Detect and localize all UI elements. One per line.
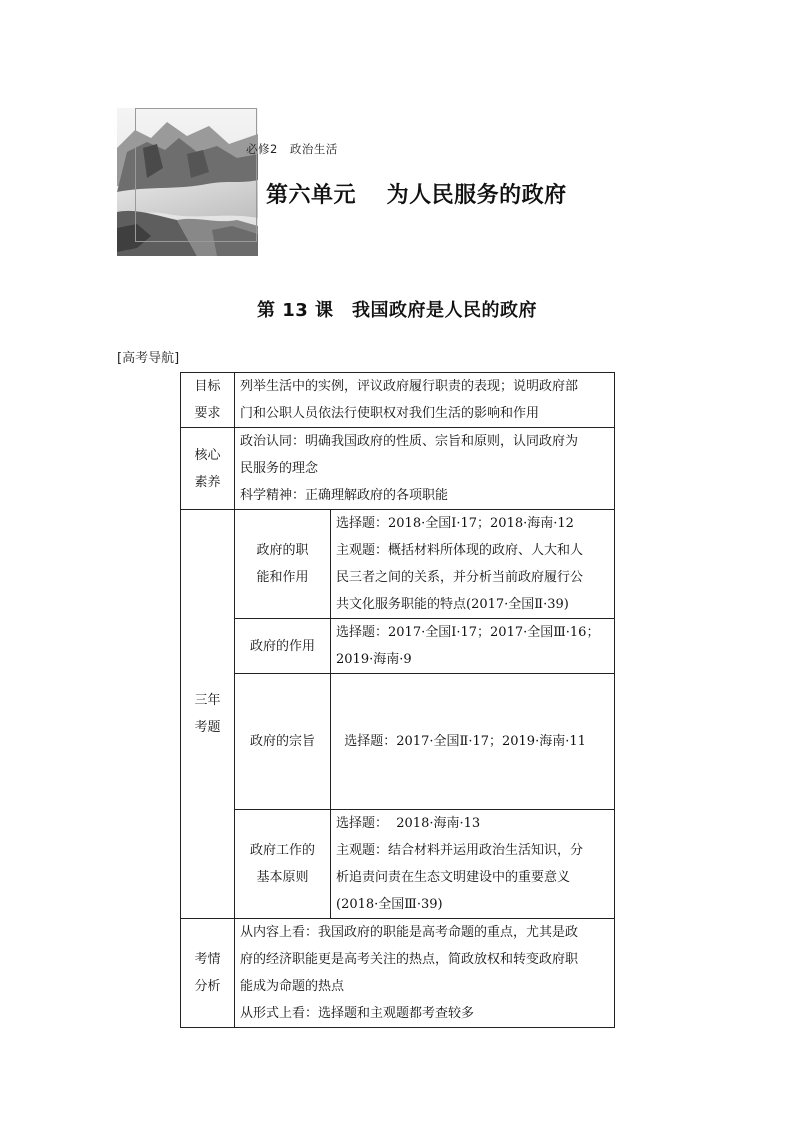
row-label-line: 考题 [194, 720, 221, 735]
row-label-line: 分析 [194, 979, 221, 994]
topic-line: 基本原则 [256, 870, 309, 885]
topic-line: 政府的作用 [249, 638, 315, 654]
row-label-target [181, 373, 235, 428]
content-line: 从内容上看：我国政府的职能是高考命题的重点，尤其是政 [240, 925, 579, 940]
exam-topic-principles [235, 810, 331, 919]
content-line: 府的经济职能更是高考关注的热点，简政放权和转变政府职 [240, 952, 579, 967]
unit-title: 第六单元 为人民服务的政府 [266, 183, 567, 208]
lesson-title: 第 13 课 我国政府是人民的政府 [256, 300, 538, 321]
table-row-exam-functions [181, 510, 615, 619]
row-content-target [235, 373, 615, 428]
exam-topic-purpose [235, 674, 331, 810]
exam-content-role [331, 619, 615, 674]
content-line: 主观题：结合材料并运用政治生活知识，分 [336, 843, 584, 858]
content-line: (2018·全国Ⅲ·39) [336, 897, 443, 912]
topic-line: 能和作用 [256, 570, 309, 585]
book-label: 必修2 政治生活 [246, 142, 338, 156]
topic-line: 政府的宗旨 [249, 734, 315, 749]
content-line: 门和公职人员依法行使职权对我们生活的影响和作用 [240, 406, 540, 421]
row-content-analysis [235, 919, 615, 1028]
row-label-analysis [181, 919, 235, 1028]
exam-topic-functions [235, 510, 331, 619]
table-row-target [181, 373, 615, 428]
content-line: 选择题：2018·全国Ⅰ·17；2018·海南·12 [336, 516, 574, 531]
exam-topic-role [235, 619, 331, 674]
topic-line: 政府的职 [256, 543, 309, 558]
exam-content-functions [331, 510, 615, 619]
content-line: 选择题： 2018·海南·13 [336, 816, 481, 831]
exam-content-principles [331, 810, 615, 919]
content-line: 列举生活中的实例，评议政府履行职责的表现；说明政府部 [240, 379, 579, 394]
row-label-line: 目标 [194, 379, 221, 394]
content-line: 选择题：2017·全国Ⅱ·17；2019·海南·11 [336, 734, 586, 749]
content-line: 民三者之间的关系，并分析当前政府履行公 [336, 570, 584, 585]
content-line: 析追责问责在生态文明建设中的重要意义 [336, 870, 571, 885]
content-line: 主观题：概括材料所体现的政府、人大和人 [336, 543, 584, 558]
row-label-core [181, 428, 235, 510]
row-label-exams [181, 510, 235, 919]
content-line: 能成为命题的热点 [240, 979, 345, 994]
row-label-line: 考情 [194, 952, 221, 967]
table-row-core [181, 428, 615, 510]
row-label-line: 要求 [194, 406, 221, 421]
content-line: 政治认同：明确我国政府的性质、宗旨和原则，认同政府为 [240, 434, 579, 449]
content-line: 从形式上看：选择题和主观题都考查较多 [240, 1006, 475, 1021]
table-row-exam-principles [181, 810, 615, 919]
table-row-exam-purpose [181, 674, 615, 810]
topic-line: 政府工作的 [249, 843, 315, 858]
content-line: 科学精神：正确理解政府的各项职能 [240, 488, 449, 503]
content-line: 选择题：2017·全国Ⅰ·17；2017·全国Ⅲ·16； [336, 625, 600, 640]
row-content-core [235, 428, 615, 510]
row-label-line: 三年 [194, 693, 221, 708]
row-label-line: 素养 [194, 474, 221, 490]
exam-content-purpose [331, 674, 615, 810]
content-line: 2019·海南·9 [336, 652, 412, 667]
exam-guide-table [180, 372, 615, 1028]
section-label-exam-guide: [高考导航] [117, 351, 180, 366]
content-line: 共文化服务职能的特点(2017·全国Ⅱ·39) [336, 597, 569, 612]
content-line: 民服务的理念 [240, 461, 319, 476]
row-label-line: 核心 [194, 447, 221, 463]
banner-frame [135, 108, 257, 242]
table-row-exam-role [181, 619, 615, 674]
table-row-analysis [181, 919, 615, 1028]
